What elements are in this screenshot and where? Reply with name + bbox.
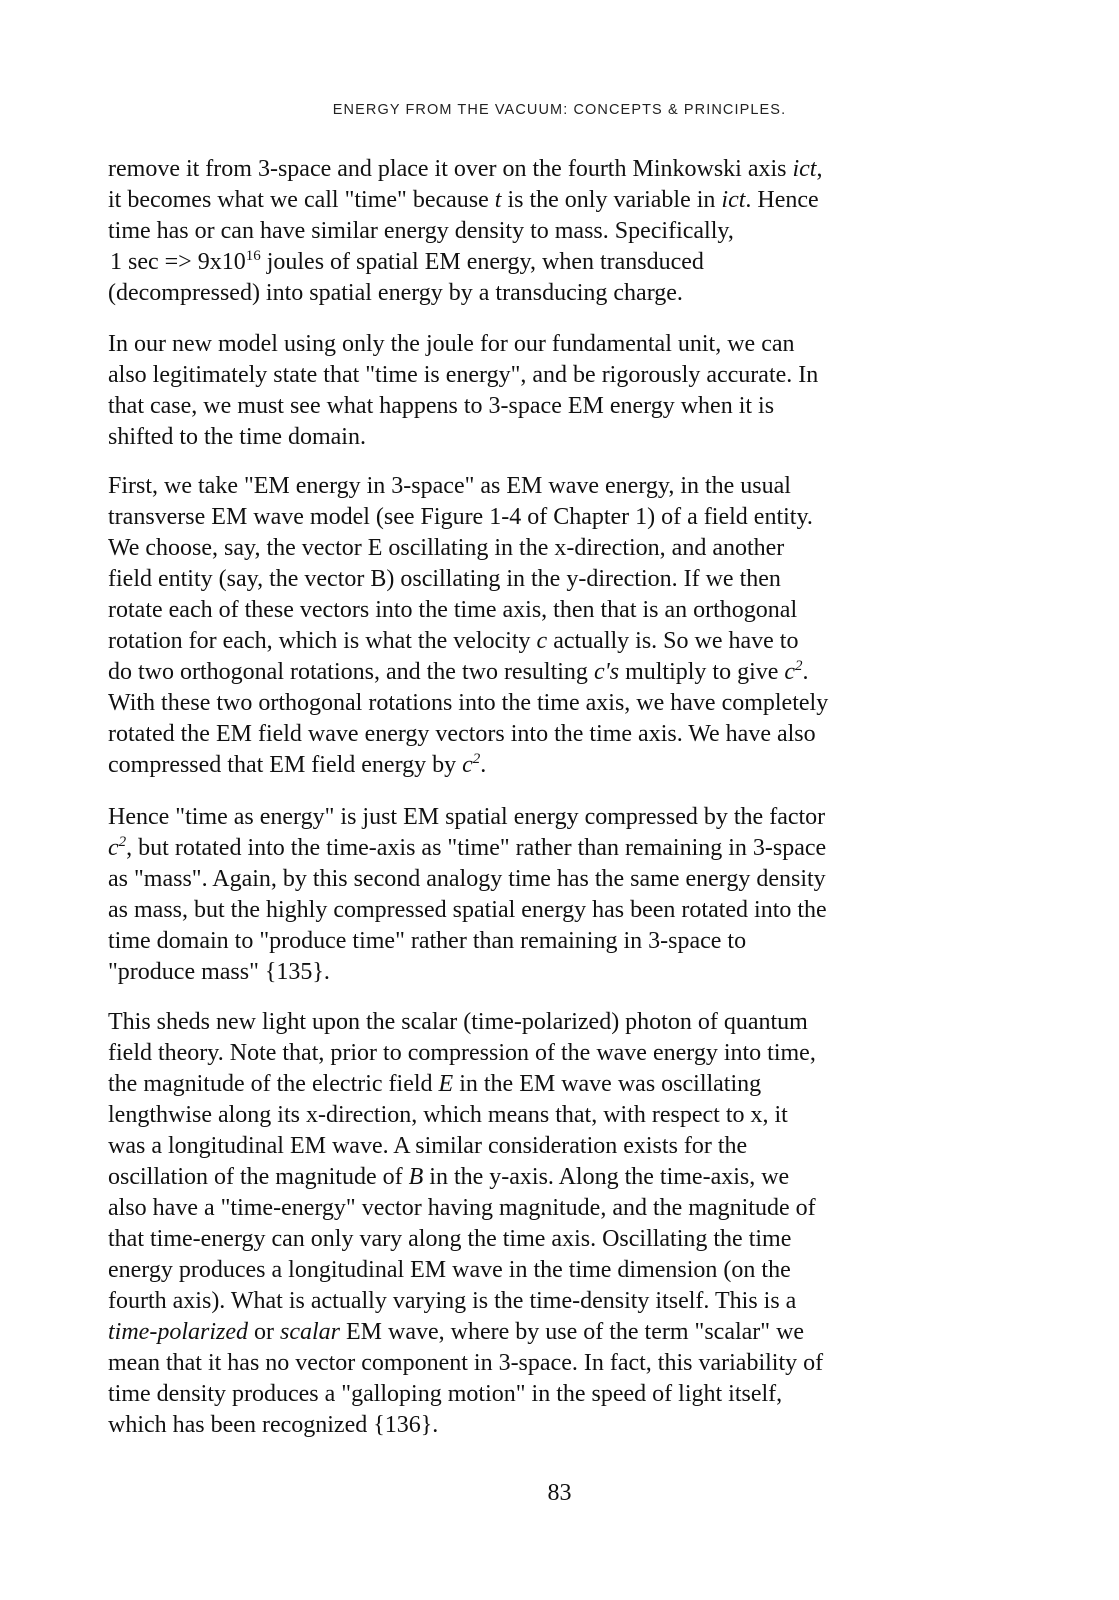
text-line: do two orthogonal rotations, and the two resulting c's multiply to give $c^2$. bbox=[108, 658, 809, 685]
text-line: 1 $\sec => 9x10^{16}$ joules of spatial EM energy, when transduced bbox=[110, 248, 704, 275]
text-line: (decompressed) into spatial energy by a transducing charge. bbox=[108, 280, 683, 306]
text-line: This sheds new light upon the scalar (time-polarized) photon of quantum bbox=[108, 1009, 808, 1035]
text-line: as "mass". Again, by this second analogy time has the same energy density bbox=[108, 866, 826, 892]
paragraph bbox=[108, 471, 948, 781]
text-line: time domain to "produce time" rather than remaining in 3-space to bbox=[108, 928, 747, 954]
text-line: mean that it has no vector component in 3-space. In fact, this variability of bbox=[108, 1350, 824, 1376]
text-line: rotated the EM field wave energy vectors into the time axis. We have also bbox=[108, 721, 816, 747]
paragraph bbox=[108, 1007, 948, 1441]
text-line: as mass, but the highly compressed spatial energy has been rotated into the bbox=[108, 897, 827, 923]
text-line: it becomes what we call "time" because t is the only variable in ict. Hence bbox=[108, 187, 819, 213]
text-line: which has been recognized {136}. bbox=[108, 1412, 439, 1438]
text-line: also legitimately state that "time is energy", and be rigorously accurate. In bbox=[108, 362, 819, 388]
text-line: With these two orthogonal rotations into the time axis, we have completely bbox=[108, 690, 829, 716]
page-number: 83 bbox=[547, 1480, 572, 1506]
text-line: oscillation of the magnitude of B in the y-axis. Along the time-axis, we bbox=[108, 1164, 790, 1190]
text-line: $c^2$, but rotated into the time-axis as "time" rather than remaining in 3-space bbox=[108, 834, 827, 861]
text-line: fourth axis). What is actually varying is the time-density itself. This is a bbox=[108, 1288, 797, 1314]
paragraph bbox=[108, 329, 948, 453]
text-line: field entity (say, the vector B) oscillating in the y-direction. If we then bbox=[108, 566, 781, 592]
text-line: time has or can have similar energy density to mass. Specifically, bbox=[108, 218, 734, 244]
text-line: field theory. Note that, prior to compression of the wave energy into time, bbox=[108, 1040, 816, 1066]
paragraph bbox=[108, 154, 948, 309]
text-line: that case, we must see what happens to 3-space EM energy when it is bbox=[108, 393, 775, 419]
text-line: the magnitude of the electric field E in the EM wave was oscillating bbox=[108, 1071, 762, 1097]
text-line: Hence "time as energy" is just EM spatial energy compressed by the factor bbox=[108, 804, 826, 830]
text-line: compressed that EM field energy by $c^2$. bbox=[108, 751, 487, 778]
text-line: rotation for each, which is what the velocity c actually is. So we have to bbox=[108, 628, 799, 654]
text-line: also have a "time-energy" vector having magnitude, and the magnitude of bbox=[108, 1195, 816, 1221]
text-line: time density produces a "galloping motion" in the speed of light itself, bbox=[108, 1381, 783, 1407]
running-header: ENERGY FROM THE VACUUM: CONCEPTS & PRINCIPLES. bbox=[332, 102, 787, 118]
text-line: "produce mass" {135}. bbox=[108, 959, 330, 985]
text-line: shifted to the time domain. bbox=[108, 424, 366, 450]
text-line: transverse EM wave model (see Figure 1-4 of Chapter 1) of a field entity. bbox=[108, 504, 813, 530]
text-line: rotate each of these vectors into the time axis, then that is an orthogonal bbox=[108, 597, 798, 623]
paragraph bbox=[108, 802, 948, 988]
text-line: lengthwise along its x-direction, which means that, with respect to x, it bbox=[108, 1102, 788, 1128]
text-line: energy produces a longitudinal EM wave in the time dimension (on the bbox=[108, 1257, 791, 1283]
text-line: that time-energy can only vary along the time axis. Oscillating the time bbox=[108, 1226, 792, 1252]
text-line: We choose, say, the vector E oscillating in the x-direction, and another bbox=[108, 535, 785, 561]
text-line: In our new model using only the joule for our fundamental unit, we can bbox=[108, 331, 795, 357]
text-line: remove it from 3-space and place it over on the fourth Minkowski axis ict, bbox=[108, 156, 823, 182]
text-line: First, we take "EM energy in 3-space" as EM wave energy, in the usual bbox=[108, 473, 791, 499]
text-line: time-polarized or scalar EM wave, where by use of the term "scalar" we bbox=[108, 1319, 805, 1345]
text-line: was a longitudinal EM wave. A similar consideration exists for the bbox=[108, 1133, 748, 1159]
